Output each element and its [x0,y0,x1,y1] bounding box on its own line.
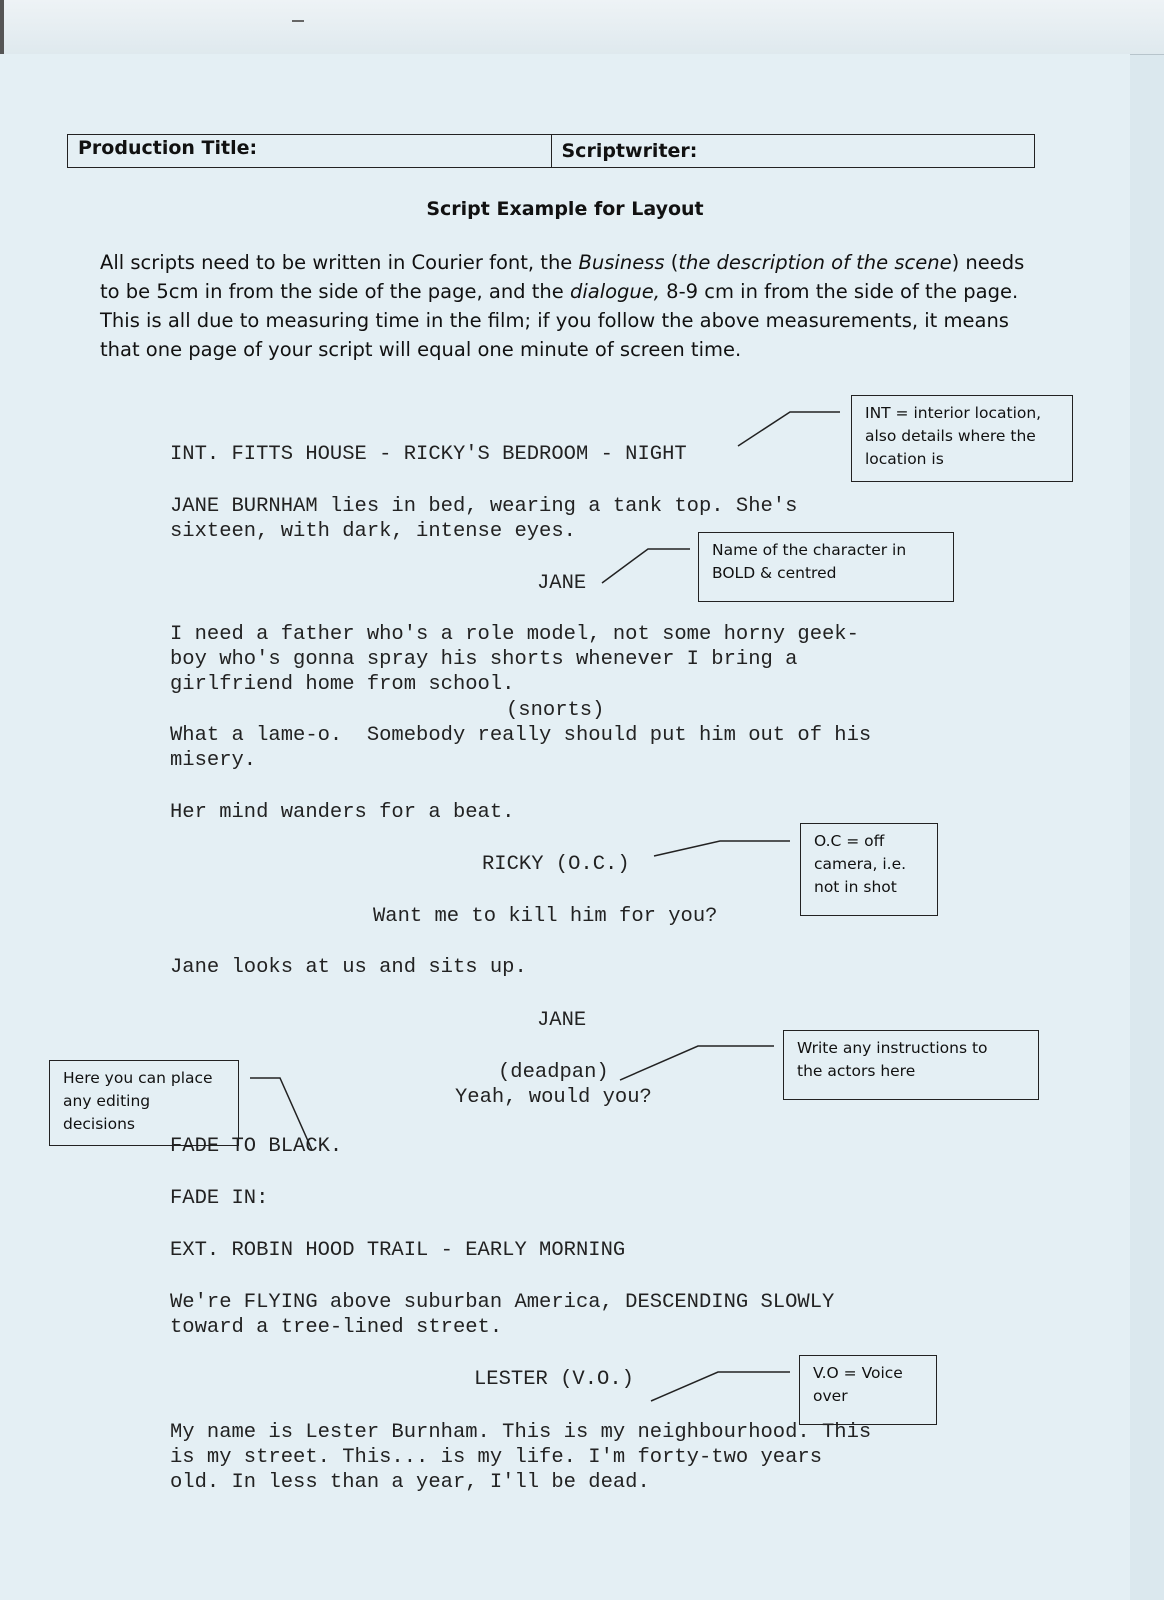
parenthetical-snorts: (snorts) [506,699,605,722]
note-actor-instructions [783,1030,1039,1100]
dialogue-line: boy who's gonna spray his shorts whenever I bring a [170,648,798,671]
note-character-name [698,532,954,602]
dialogue-line: My name is Lester Burnham. This is my neighbourhood. This [170,1421,872,1444]
parenthetical-deadpan: (deadpan) [498,1061,609,1084]
note-voice-over [799,1355,937,1425]
note-text: BOLD & centred [712,564,837,582]
dialogue-line: misery. [170,749,257,772]
scriptwriter-label: Scriptwriter: [551,135,1035,167]
action-line: Her mind wanders for a beat. [170,801,515,824]
action-line: toward a tree-lined street. [170,1316,503,1339]
action-line: JANE BURNHAM lies in bed, wearing a tank top. She's [170,495,798,518]
dialogue-line: is my street. This... is my life. I'm forty-two years [170,1446,823,1469]
character-name-ricky: RICKY (O.C.) [482,853,630,876]
note-text: any editing [63,1092,151,1110]
character-name-lester: LESTER (V.O.) [474,1368,634,1391]
character-name-jane: JANE [537,572,587,595]
note-text: Name of the character in [712,541,907,559]
note-text: INT = interior location, [865,404,1042,422]
header-table [67,134,1035,168]
dialogue-line: I need a father who's a role model, not some horny geek- [170,623,859,646]
note-text: O.C = off [814,832,885,850]
note-off-camera [800,823,938,916]
note-text: also details where the [865,427,1036,445]
intro-text-1: All scripts need to be written in Courier font, the [100,251,579,274]
scan-mark [292,20,304,22]
intro-text-4: 8-9 cm in from the side of the page. This is all due to measuring time in the film; if you follow the above measurements, it means that one page of your script will equal one minute of screen time. [100,280,1019,361]
dialogue-line: old. In less than a year, I'll be dead. [170,1471,650,1494]
dialogue-line: Want me to kill him for you? [373,905,718,928]
intro-scene-desc: the description of the scene [678,251,952,274]
dialogue-line: girlfriend home from school. [170,673,515,696]
intro-text-2: ( [664,251,679,274]
note-text: the actors here [797,1062,916,1080]
note-int-location [851,395,1073,482]
scan-top-edge [0,0,1164,55]
intro-business: Business [578,251,665,274]
scene-heading-1: INT. FITTS HOUSE - RICKY'S BEDROOM - NIGHT [170,443,687,466]
note-text: location is [865,450,944,468]
dialogue-line: What a lame-o. Somebody really should put him out of his [170,724,872,747]
action-line: We're FLYING above suburban America, DESCENDING SLOWLY [170,1291,835,1314]
note-text: V.O = Voice [813,1364,903,1382]
character-name-jane-2: JANE [537,1009,587,1032]
intro-text-3: ) needs to be 5cm in from the side of the page, and the [100,251,1025,303]
intro-dialogue: dialogue, [569,280,660,303]
note-text: not in shot [814,878,897,896]
transition-fade-in: FADE IN: [170,1187,269,1210]
note-editing-decisions [49,1060,239,1146]
note-text: camera, i.e. [814,855,907,873]
note-text: Write any instructions to [797,1039,988,1057]
page-title: Script Example for Layout [426,198,704,220]
scene-heading-2: EXT. ROBIN HOOD TRAIL - EARLY MORNING [170,1239,626,1262]
note-text: decisions [63,1115,135,1133]
note-text: over [813,1387,848,1405]
production-title-label: Production Title: [78,137,258,159]
transition-fade-to-black: FADE TO BLACK. [170,1135,343,1158]
action-line: sixteen, with dark, intense eyes. [170,520,576,543]
scan-edge-shadow [0,0,4,54]
intro-paragraph [100,248,1030,364]
action-line: Jane looks at us and sits up. [170,956,527,979]
note-text: Here you can place [63,1069,213,1087]
dialogue-line: Yeah, would you? [455,1086,652,1109]
